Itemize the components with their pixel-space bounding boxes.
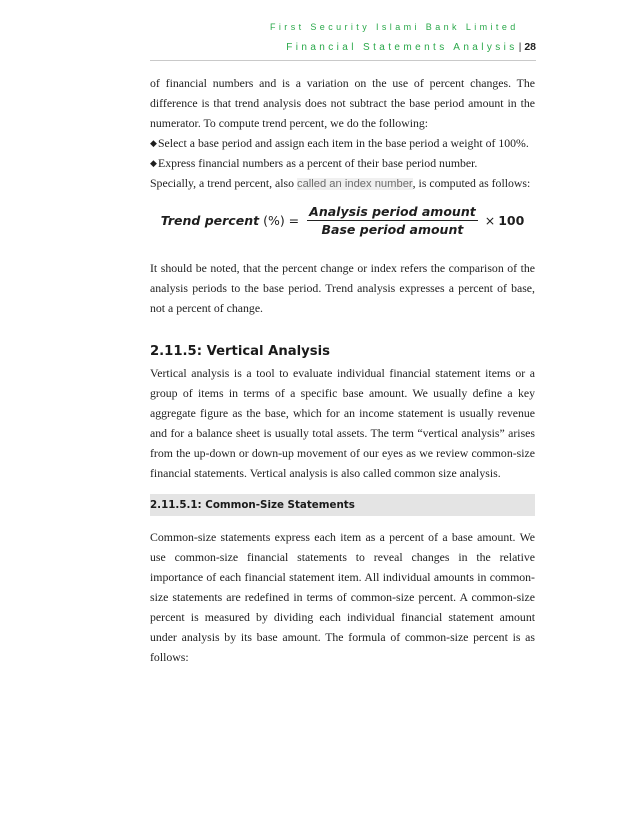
bullet-text: Select a base period and assign each item in the base period a weight of 100%. — [158, 136, 529, 150]
paragraph-index-number — [150, 173, 535, 194]
bullet-item — [150, 153, 535, 173]
paragraph-vertical-analysis: Vertical analysis is a tool to evaluate individual financial statement items or a group of items in terms of a specific base amount. We usually define a key aggregate figure as the base, which for an income statement is usually revenue and for a balance sheet is usually total assets. The term “vertical analysis” arises from the up-down or down-up movement of our eyes as we review common-size financial statements. Vertical analysis is also called common size analysis. — [150, 366, 535, 480]
header-report-title: Financial Statements Analysis — [286, 41, 518, 53]
formula-fraction — [307, 204, 478, 237]
trend-percent-formula — [150, 198, 535, 242]
formula-numerator: Analysis period amount — [309, 203, 476, 219]
formula-times: × — [484, 212, 496, 228]
paragraph-trend-intro: of financial numbers and is a variation on the use of percent changes. The difference is that trend analysis does not subtract the base period amount in the numerator. To compute trend percent, we do the following: — [150, 76, 535, 130]
bullet-item — [150, 133, 535, 153]
bullet-diamond-icon: ◆ — [150, 158, 157, 168]
header-report-line — [286, 41, 536, 53]
page-number: 28 — [524, 41, 536, 53]
paragraph-trend-note: It should be noted, that the percent change or index refers the comparison of the analysis periods to the base period. Trend analysis expresses a percent of base, not a percent of change. — [150, 261, 535, 315]
header-divider — [150, 60, 536, 61]
formula-unit: (%) = — [263, 212, 300, 228]
subsection-heading-bar — [150, 494, 535, 516]
paragraph-common-size: Common-size statements express each item as a percent of a base amount. We use common-size financial statements to reveal changes in the relative importance of each financial statement item. All individual amounts in common-size statements are redefined in terms of common-size percent. A common-size percent is measured by dividing each individual financial statement amount under analysis by its base amount. The formula of common-size percent is as follows: — [150, 530, 535, 664]
subsection-heading: 2.11.5.1: Common-Size Statements — [150, 499, 355, 511]
formula-factor: 100 — [498, 212, 525, 228]
page-header — [0, 0, 638, 72]
section-heading: 2.11.5: Vertical Analysis — [150, 344, 331, 359]
highlighted-phrase: called an index number — [296, 178, 413, 190]
header-company-name: First Security Islami Bank Limited — [270, 22, 519, 32]
header-separator: | — [518, 41, 522, 53]
bullet-diamond-icon: ◆ — [150, 138, 157, 148]
page-body — [150, 73, 535, 667]
paragraph-text: , is computed as follows: — [412, 176, 531, 190]
formula-label: Trend percent — [160, 212, 260, 228]
paragraph-text: Specially, a trend percent, also — [150, 176, 297, 190]
formula-denominator: Base period amount — [321, 221, 464, 237]
bullet-text: Express financial numbers as a percent of their base period number. — [158, 156, 478, 170]
